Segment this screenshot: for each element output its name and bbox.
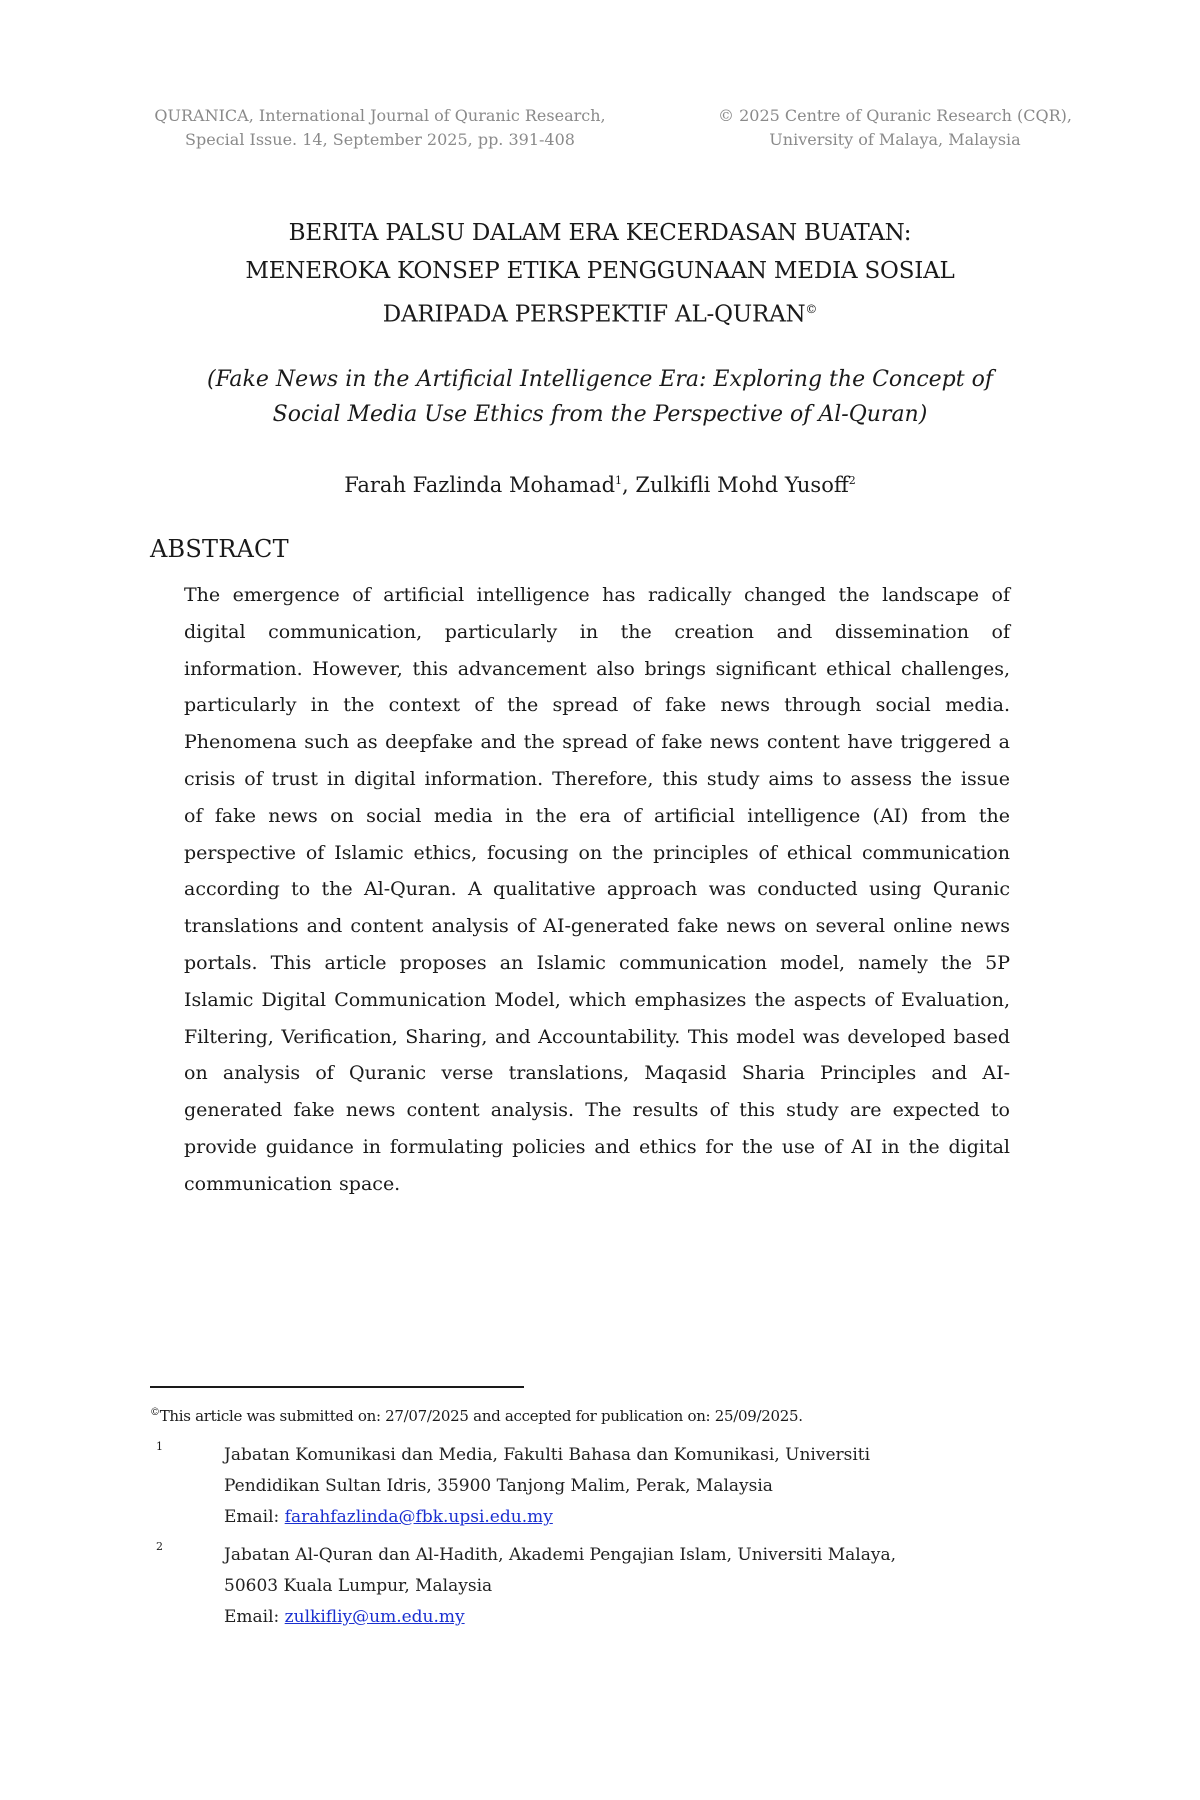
author-name: Zulkifli Mohd Yusoff (635, 473, 849, 497)
title-line-2: MENEROKA KONSEP ETIKA PENGGUNAAN MEDIA SOSIAL (245, 258, 955, 284)
affiliation-email: Email: farahfazlinda@fbk.upsi.edu.my (224, 1507, 553, 1527)
submission-note: This article was submitted on: 27/07/2025 and accepted for publication on: 25/09/2025. (159, 1407, 803, 1425)
abstract-heading: ABSTRACT (150, 535, 289, 563)
author-name: Farah Fazlinda Mohamad (344, 473, 616, 497)
affiliation-line: Pendidikan Sultan Idris, 35900 Tanjong Malim, Perak, Malaysia (224, 1476, 773, 1496)
journal-citation (130, 104, 630, 152)
subtitle-line-1: (Fake News in the Artificial Intelligence Era: Exploring the Concept of (207, 367, 993, 392)
author-separator: , (622, 473, 636, 497)
affiliation-footnote (224, 1440, 1054, 1533)
title-footnote-mark: © (805, 302, 818, 316)
article-title (130, 214, 1070, 334)
title-line-1: BERITA PALSU DALAM ERA KECERDASAN BUATAN: (288, 220, 912, 246)
email-link[interactable]: farahfazlinda@fbk.upsi.edu.my (284, 1507, 553, 1527)
affiliation-line: Jabatan Komunikasi dan Media, Fakulti Bahasa dan Komunikasi, Universiti (224, 1445, 871, 1465)
issue-info: Special Issue. 14, September 2025, pp. 391-408 (185, 130, 575, 149)
subtitle-line-2: Social Media Use Ethics from the Perspective of Al-Quran) (272, 402, 928, 427)
affiliation-line: Jabatan Al-Quran dan Al-Hadith, Akademi Pengajian Islam, Universiti Malaya, (224, 1545, 896, 1565)
title-line-3: DARIPADA PERSPEKTIF AL-QURAN© (382, 301, 818, 328)
affiliation-footnote-mark: 1 (156, 1440, 163, 1453)
footnote-divider (150, 1386, 524, 1388)
submission-footnote-mark: © (150, 1407, 160, 1418)
affiliation-line: 50603 Kuala Lumpur, Malaysia (224, 1576, 493, 1596)
copyright-institution: University of Malaya, Malaysia (769, 130, 1021, 149)
affiliation-email: Email: zulkifliy@um.edu.my (224, 1607, 465, 1627)
journal-name: QURANICA, International Journal of Quranic Research, (154, 106, 606, 125)
email-link[interactable]: zulkifliy@um.edu.my (284, 1607, 465, 1627)
author-list (130, 466, 1070, 500)
abstract-text: The emergence of artificial intelligence has radically changed the landscape of digital communication, particularly in the creation and dissemination of information. However, this advancement also brings significant ethical challenges, particularly in the context of the spread of fake news through social media. Phenomena such as deepfake and the spread of fake news content have triggered a crisis of trust in digital information. Therefore, this study aims to assess the issue of fake news on social media in the era of artificial intelligence (AI) from the perspective of Islamic ethics, focusing on the principles of ethical communication according to the Al-Quran. A qualitative approach was conducted using Quranic translations and content analysis of AI-generated fake news on several online news portals. This article proposes an Islamic communication model, namely the 5P Islamic Digital Communication Model, which emphasizes the aspects of Evaluation, Filtering, Verification, Sharing, and Accountability. This model was developed based on analysis of Quranic verse translations, Maqasid Sharia Principles and AI-generated fake news content analysis. The results of this study are expected to provide guidance in formulating policies and ethics for the use of AI in the digital communication space. (184, 584, 1010, 1195)
article-subtitle (130, 362, 1070, 432)
affiliation-footnote-mark: 2 (156, 1540, 163, 1553)
author-affiliation-mark: 2 (848, 474, 856, 487)
author-affiliation-mark: 1 (615, 474, 623, 487)
copyright-holder: © 2025 Centre of Quranic Research (CQR), (718, 106, 1072, 125)
submission-footnote (150, 1402, 1050, 1427)
affiliation-footnote (224, 1540, 1054, 1633)
copyright-notice (660, 104, 1130, 152)
